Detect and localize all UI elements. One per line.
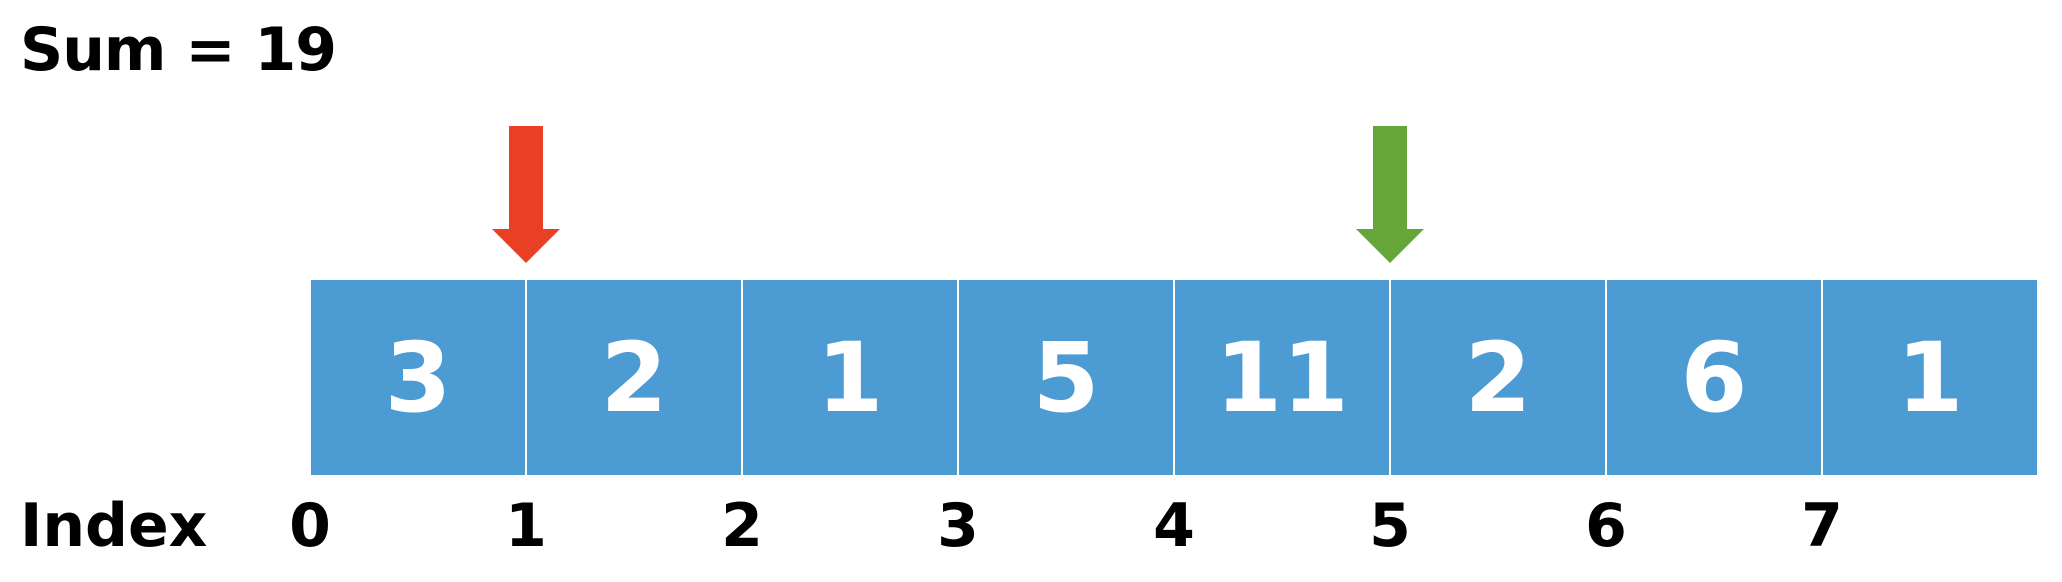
index-label: Index [20,491,208,561]
left-pointer-arrow-icon [492,126,560,264]
sum-label: Sum = 19 [20,15,336,85]
array-cell: 11 [1175,280,1389,475]
right-pointer-arrow-icon [1356,126,1424,264]
array-cell: 2 [527,280,741,475]
index-number: 7 [1801,491,1843,561]
array-cell: 1 [743,280,957,475]
array-cell: 5 [959,280,1173,475]
index-number: 1 [505,491,547,561]
array-cell: 3 [311,280,525,475]
index-number: 6 [1585,491,1627,561]
index-number: 2 [721,491,763,561]
index-number: 5 [1369,491,1411,561]
index-number: 0 [289,491,331,561]
index-number: 3 [937,491,979,561]
array-cell: 2 [1391,280,1605,475]
array-row [311,280,2037,475]
index-number: 4 [1153,491,1195,561]
array-cell: 6 [1607,280,1821,475]
array-cell: 1 [1823,280,2037,475]
